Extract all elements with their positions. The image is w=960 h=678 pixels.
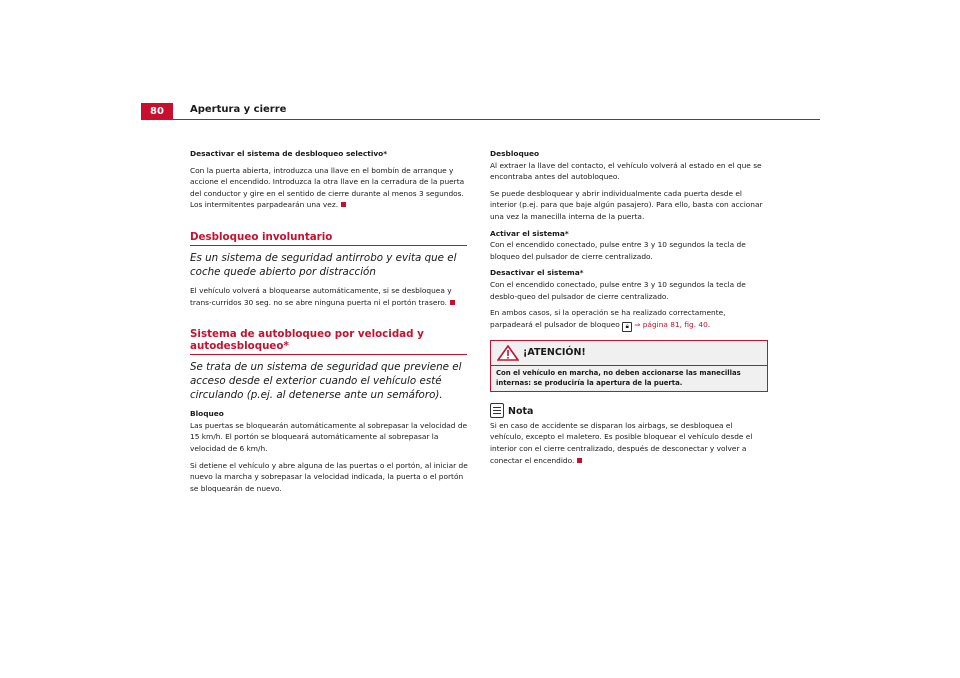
end-of-section-icon <box>341 202 346 207</box>
bloqueo-heading: Bloqueo <box>190 409 224 419</box>
intro-paragraph <box>190 165 470 211</box>
desbloqueo-heading: Desbloqueo <box>490 149 540 158</box>
activar-heading: Activar el sistema* <box>490 228 569 238</box>
header-divider <box>141 119 820 120</box>
intro-text: Con la puerta abierta, introduzca una llave en el bombín de arranque y accione el encendido. Introduzca la otra llave en la cerradura de la puerta del conductor y gire en el sentido de cierre durante al menos 3 segundos. Los intermitentes parpadearán una vez. <box>190 165 465 210</box>
section-text: El vehículo volverá a bloquearse automáticamente, si se desbloquea y trans-curridos 30 seg. no se abre ninguna puerta ni el portón trasero. <box>190 285 452 307</box>
intro-heading: Desactivar el sistema de desbloqueo selectivo* <box>190 149 388 158</box>
section-subtitle: Se trata de un sistema de seguridad que previene el acceso desde el exterior cuando el vehículo esté circulando (p.ej. al detenerse ante un semáforo). <box>190 361 462 402</box>
right-column <box>490 148 768 471</box>
warning-title: ¡ATENCIÓN! <box>523 346 586 358</box>
bloqueo-text-2: Si detiene el vehículo y abre alguna de las puertas o el portón, al iniciar de nuevo la marcha y sobrepasar la velocidad indicada, la puerta o el portón se bloquearán de nuevo. <box>190 460 468 493</box>
ambos-paragraph: En ambos casos, si la operación se ha realizado correctamente, parpadeará el pulsador de bloqueo 🔒︎ ⇒ página 81, fig. 40. <box>490 308 726 330</box>
note-title: Nota <box>508 406 534 418</box>
warning-triangle-icon <box>497 345 519 361</box>
desactivar-text: Con el encendido conectado, pulse entre 3 y 10 segundos la tecla de desblo-queo del pulsador de cierre centralizado. <box>490 279 746 301</box>
section-paragraph <box>190 285 470 308</box>
page-number: 80 <box>141 103 173 119</box>
section-title: Desbloqueo involuntario <box>190 231 467 246</box>
page-reference-link[interactable]: ⇒ página 81, fig. 40 <box>634 319 708 329</box>
section-subtitle: Es un sistema de seguridad antirrobo y evita que el coche quede abierto por distracción <box>190 251 457 278</box>
warning-box <box>490 340 768 392</box>
end-of-section-icon <box>450 300 455 305</box>
warning-text: Con el vehículo en marcha, no deben accionarse las manecillas internas: se produciría la apertura de la puerta. <box>491 365 767 391</box>
lock-button-icon: 🔒︎ <box>622 322 632 332</box>
ambos-text: En ambos casos, si la operación se ha realizado correctamente, parpadeará el pulsador de bloqueo <box>490 308 726 329</box>
note-paragraph <box>490 420 768 466</box>
note-icon <box>490 403 504 418</box>
note-header <box>490 403 768 418</box>
desactivar-heading: Desactivar el sistema* <box>490 268 584 278</box>
note-text: Si en caso de accidente se disparan los airbags, se desbloquea el vehículo, excepto el maletero. Es posible bloquear el vehículo desde el interior con el cierre centralizado, después de desconectar y volver a conectar el encendido. <box>490 420 753 465</box>
bloqueo-text-1: Las puertas se bloquearán automáticamente al sobrepasar la velocidad de 15 km/h. El portón se bloqueará automáticamente al sobrepasar la velocidad de 6 km/h. <box>190 420 468 453</box>
section-autobloqueo <box>190 328 470 494</box>
desbloqueo-text-2: Se puede desbloquear y abrir individualmente cada puerta desde el interior (p.ej. para que baje algún pasajero). Para ello, basta con accionar una vez la manecilla interna de la puerta. <box>490 188 763 221</box>
left-column <box>190 148 470 499</box>
desbloqueo-text-1: Al extraer la llave del contacto, el vehículo volverá al estado en el que se encontraba antes del autobloqueo. <box>490 160 762 182</box>
warning-header <box>491 341 767 365</box>
section-desbloqueo-involuntario <box>190 231 470 308</box>
section-title: Sistema de autobloqueo por velocidad y autodesbloqueo* <box>190 328 467 355</box>
chapter-title: Apertura y cierre <box>190 104 287 115</box>
activar-text: Con el encendido conectado, pulse entre 3 y 10 segundos la tecla de bloqueo del pulsador de cierre centralizado. <box>490 240 746 261</box>
end-of-section-icon <box>577 458 582 463</box>
